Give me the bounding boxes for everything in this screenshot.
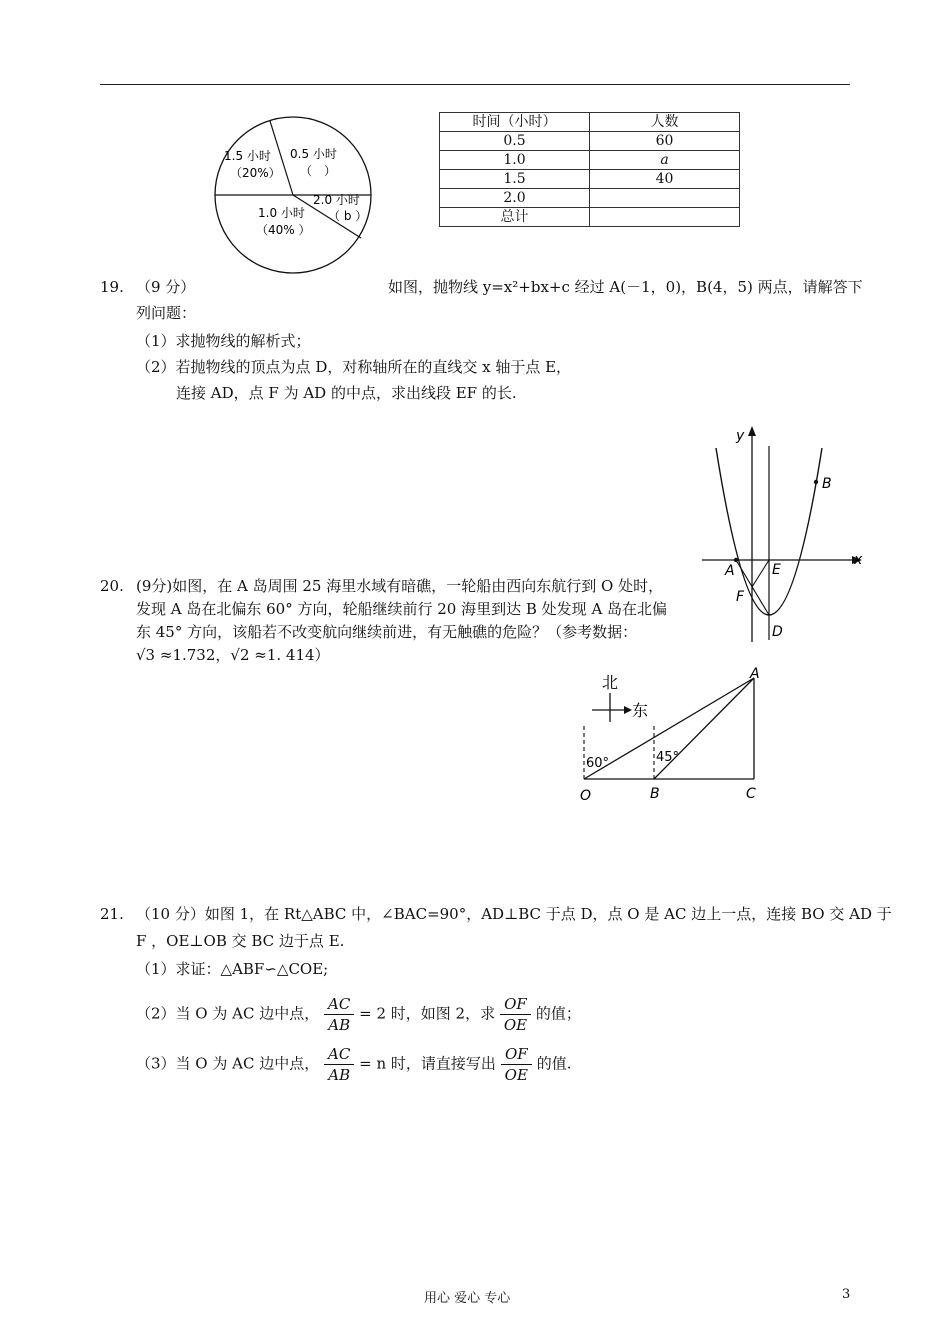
q21-part3 <box>136 1044 571 1085</box>
label-O: O <box>580 788 592 804</box>
frac-numerator: OF <box>500 994 531 1015</box>
page-number: 3 <box>842 1287 851 1302</box>
table-cell: 1.0 <box>440 151 590 170</box>
frac-denominator: OE <box>504 1066 528 1084</box>
label-east: 东 <box>632 701 649 720</box>
pie-label-15: 1.5 小时 <box>224 149 271 163</box>
q21-part3-pre: （3）当 O 为 AC 边中点， <box>136 1054 320 1073</box>
q19-line1: 如图，抛物线 y=x²+bx+c 经过 A(－1，0)，B(4，5) 两点，请解答下 <box>388 278 863 296</box>
q19-score: （9 分） <box>136 278 196 296</box>
pie-label-20: 2.0 小时 <box>313 193 360 207</box>
q19-part2a: （2）若抛物线的顶点为点 D，对称轴所在的直线交 x 轴于点 E， <box>136 358 572 376</box>
q21-part2-eq: = 2 时，如图 2，求 <box>359 1004 496 1023</box>
pie-pct-05: （ ） <box>300 164 337 178</box>
q19-part1: （1）求抛物线的解析式； <box>136 332 311 350</box>
fraction-ac-ab <box>324 1044 354 1085</box>
frac-numerator: OF <box>501 1044 532 1065</box>
table-cell: 60 <box>590 132 740 151</box>
pie-pct-10: （40% ） <box>256 223 311 237</box>
angle-45: 45° <box>656 750 680 765</box>
segment-EF <box>752 560 769 587</box>
pie-pct-15: （20%） <box>230 166 281 180</box>
q19-number: 19. <box>100 278 124 296</box>
label-D: D <box>772 624 783 640</box>
q21-part1: （1）求证：△ABF∽△COE; <box>136 960 329 978</box>
point-B <box>814 480 818 484</box>
y-axis-arrow <box>748 426 756 436</box>
fraction-of-oe <box>501 1044 532 1085</box>
table-cell <box>590 189 740 208</box>
frequency-table <box>439 112 740 227</box>
q20-number: 20. <box>100 577 124 595</box>
table-header-row <box>440 113 740 132</box>
q21-number: 21. <box>100 905 124 923</box>
label-north: 北 <box>602 673 619 692</box>
q19-line2: 列问题： <box>136 304 197 322</box>
q20-line4: √3 ≈1.732，√2 ≈1. 414） <box>136 646 330 664</box>
label-E: E <box>772 562 781 578</box>
label-B: B <box>650 786 660 802</box>
label-x: x <box>854 552 863 568</box>
parabola-figure <box>698 424 870 646</box>
table-cell: 40 <box>590 170 740 189</box>
navigation-figure <box>574 664 774 810</box>
q20-line3: 东 45° 方向，该船若不改变航向继续前进，有无触礁的危险？（参考数据： <box>136 623 638 641</box>
table-row <box>440 132 740 151</box>
frac-denominator: AB <box>328 1016 351 1034</box>
fraction-ac-ab <box>324 994 354 1035</box>
q20-line2: 发现 A 岛在北偏东 60° 方向，轮船继续前行 20 海里到达 B 处发现 A 岛在北偏 <box>136 600 668 618</box>
point-A <box>734 558 738 562</box>
pie-label-05: 0.5 小时 <box>290 147 337 161</box>
label-F: F <box>736 589 745 605</box>
q21-part2 <box>136 994 581 1035</box>
table-row <box>440 189 740 208</box>
table-row <box>440 151 740 170</box>
table-cell: 1.5 <box>440 170 590 189</box>
label-B: B <box>822 476 832 492</box>
q21-part2-post: 的值； <box>535 1004 581 1023</box>
frac-denominator: AB <box>328 1066 351 1084</box>
pie-label-10: 1.0 小时 <box>258 206 305 220</box>
footer-slogan: 用心 爱心 专心 <box>424 1291 511 1306</box>
table-cell: 总计 <box>440 208 590 227</box>
frac-numerator: AC <box>324 994 354 1015</box>
label-C: C <box>746 786 756 802</box>
table-cell: a <box>590 151 740 170</box>
fraction-of-oe <box>500 994 531 1035</box>
angle-60: 60° <box>586 756 610 771</box>
table-cell: 0.5 <box>440 132 590 151</box>
q21-line1: （10 分）如图 1，在 Rt△ABC 中，∠BAC=90°，AD⊥BC 于点 D，点 O 是 AC 边上一点，连接 BO 交 AD 于 <box>136 905 892 923</box>
table-cell <box>590 208 740 227</box>
label-A: A <box>725 563 735 579</box>
table-header-time: 时间（小时） <box>440 113 590 132</box>
header-rule <box>100 84 850 85</box>
pie-pct-20: （ b ） <box>328 209 368 223</box>
frac-numerator: AC <box>324 1044 354 1065</box>
q21-part3-post: 的值. <box>536 1054 572 1073</box>
east-arrow-head <box>624 706 632 714</box>
q21-part2-pre: （2）当 O 为 AC 边中点， <box>136 1004 320 1023</box>
table-cell: 2.0 <box>440 189 590 208</box>
label-A: A <box>750 666 760 682</box>
q21-line2: F ，OE⊥OB 交 BC 边于点 E. <box>136 932 345 950</box>
q19-part2b: 连接 AD，点 F 为 AD 的中点，求出线段 EF 的长. <box>176 384 517 402</box>
table-row <box>440 170 740 189</box>
label-y: y <box>736 428 745 444</box>
q21-part3-eq: = n 时，请直接写出 <box>359 1054 496 1073</box>
frac-denominator: OE <box>503 1016 528 1034</box>
table-header-count: 人数 <box>590 113 740 132</box>
table-row <box>440 208 740 227</box>
pie-chart-figure <box>210 114 380 276</box>
q20-line1: (9分)如图，在 A 岛周围 25 海里水域有暗礁，一轮船由西向东航行到 O 处时， <box>136 577 664 595</box>
